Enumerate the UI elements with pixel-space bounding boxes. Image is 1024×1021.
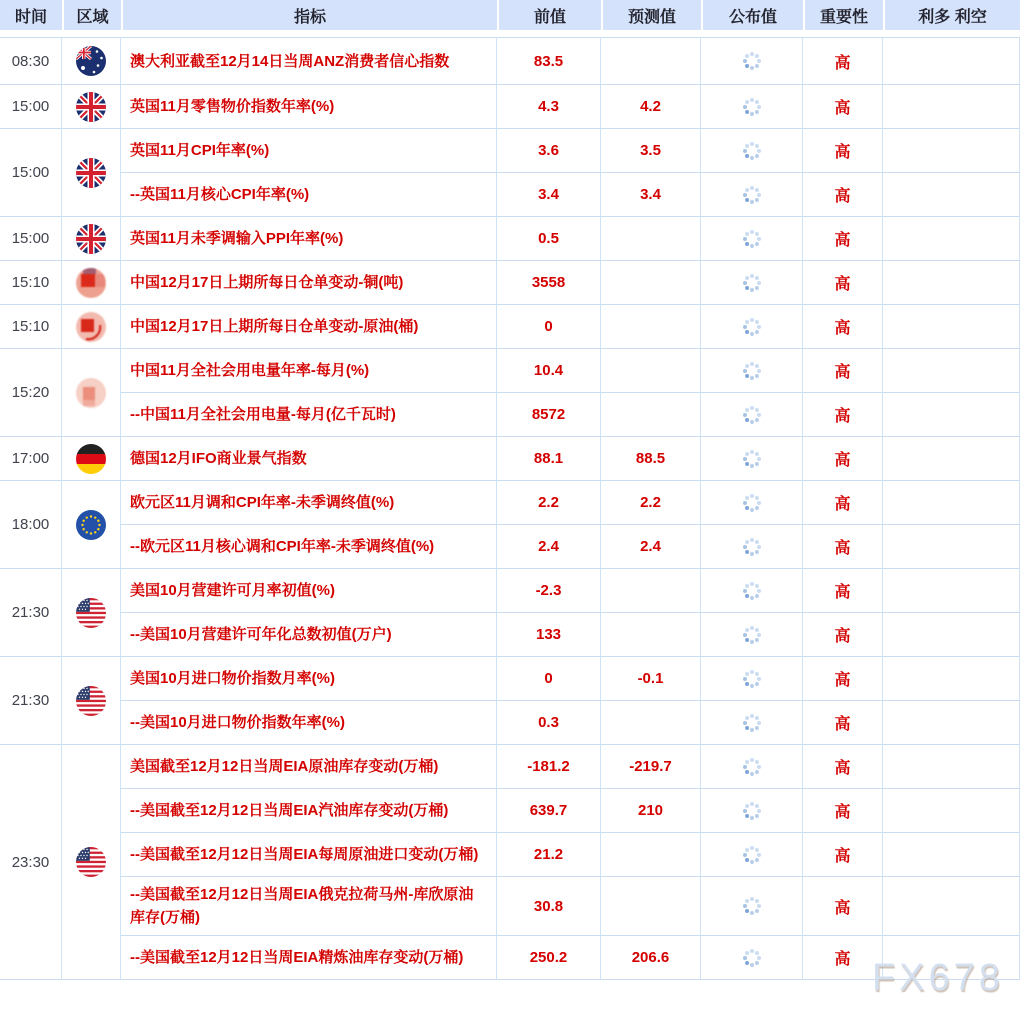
bull-bear-cell xyxy=(883,745,1020,789)
importance-cell xyxy=(803,393,883,437)
table-row xyxy=(0,525,1020,569)
importance-badge: 高 xyxy=(834,364,851,381)
published-value-cell xyxy=(701,936,803,980)
indicator-link[interactable]: 英国11月CPI年率(%) xyxy=(130,142,270,159)
bull-bear-cell xyxy=(883,613,1020,657)
indicator-cell xyxy=(121,173,497,217)
published-value-cell xyxy=(701,217,803,261)
fx678-watermark: FX678 xyxy=(872,957,1004,999)
indicator-cell xyxy=(121,657,497,701)
importance-badge: 高 xyxy=(834,452,851,469)
forecast-value-cell: 3.4 xyxy=(601,173,701,217)
indicator-cell xyxy=(121,37,497,85)
indicator-link[interactable]: 中国12月17日上期所每日仓单变动-铜(吨) xyxy=(130,274,404,291)
region-flag-cell xyxy=(62,261,121,305)
loading-spinner-icon xyxy=(741,96,763,118)
china-flag-blurred-c-icon xyxy=(76,378,106,408)
region-flag-cell xyxy=(62,437,121,481)
published-value-cell xyxy=(701,657,803,701)
importance-cell xyxy=(803,789,883,833)
importance-badge: 高 xyxy=(834,584,851,601)
indicator-cell xyxy=(121,437,497,481)
region-flag-cell xyxy=(62,37,121,85)
time-cell: 21:30 xyxy=(0,657,62,745)
loading-spinner-icon xyxy=(741,536,763,558)
indicator-link[interactable]: 中国11月全社会用电量年率-每月(%) xyxy=(130,362,370,379)
previous-value-cell: 2.2 xyxy=(497,481,601,525)
published-value-cell xyxy=(701,305,803,349)
time-cell: 15:10 xyxy=(0,305,62,349)
loading-spinner-icon xyxy=(741,50,763,72)
bull-bear-cell xyxy=(883,789,1020,833)
indicator-link[interactable]: 美国10月进口物价指数月率(%) xyxy=(130,670,336,687)
importance-badge: 高 xyxy=(834,408,851,425)
time-cell: 21:30 xyxy=(0,569,62,657)
column-header-time: 时间 xyxy=(0,0,62,37)
indicator-link[interactable]: 中国12月17日上期所每日仓单变动-原油(桶) xyxy=(130,318,419,335)
indicator-link[interactable]: 英国11月零售物价指数年率(%) xyxy=(130,98,335,115)
column-header-previous: 前值 xyxy=(497,0,601,37)
indicator-link[interactable]: --中国11月全社会用电量-每月(亿千瓦时) xyxy=(130,406,396,423)
importance-cell xyxy=(803,701,883,745)
published-value-cell xyxy=(701,349,803,393)
us-flag-icon xyxy=(76,847,106,877)
loading-spinner-icon xyxy=(741,947,763,969)
previous-value-cell: 88.1 xyxy=(497,437,601,481)
indicator-cell xyxy=(121,525,497,569)
indicator-cell xyxy=(121,129,497,173)
column-header-bull-bear: 利多 利空 xyxy=(883,0,1020,37)
indicator-link[interactable]: 英国11月未季调输入PPI年率(%) xyxy=(130,230,344,247)
indicator-cell xyxy=(121,833,497,877)
bull-bear-cell xyxy=(883,349,1020,393)
bull-bear-cell xyxy=(883,833,1020,877)
region-flag-cell xyxy=(62,569,121,657)
bull-bear-cell xyxy=(883,217,1020,261)
forecast-value-cell xyxy=(601,393,701,437)
previous-value-cell: -2.3 xyxy=(497,569,601,613)
importance-cell xyxy=(803,613,883,657)
loading-spinner-icon xyxy=(741,404,763,426)
previous-value-cell: 639.7 xyxy=(497,789,601,833)
table-row xyxy=(0,481,1020,525)
published-value-cell xyxy=(701,613,803,657)
china-flag-blurred-b-icon xyxy=(76,312,106,342)
indicator-link[interactable]: 德国12月IFO商业景气指数 xyxy=(130,450,307,467)
forecast-value-cell: 4.2 xyxy=(601,85,701,129)
loading-spinner-icon xyxy=(741,360,763,382)
indicator-cell xyxy=(121,393,497,437)
importance-badge: 高 xyxy=(834,540,851,557)
forecast-value-cell xyxy=(601,217,701,261)
bull-bear-cell xyxy=(883,481,1020,525)
published-value-cell xyxy=(701,261,803,305)
loading-spinner-icon xyxy=(741,140,763,162)
time-cell: 18:00 xyxy=(0,481,62,569)
previous-value-cell: 0 xyxy=(497,305,601,349)
importance-cell xyxy=(803,833,883,877)
bull-bear-cell xyxy=(883,129,1020,173)
table-row xyxy=(0,789,1020,833)
us-flag-icon xyxy=(76,598,106,628)
indicator-cell xyxy=(121,613,497,657)
previous-value-cell: 3558 xyxy=(497,261,601,305)
published-value-cell xyxy=(701,129,803,173)
bull-bear-cell xyxy=(883,393,1020,437)
uk-flag-icon xyxy=(76,224,106,254)
forecast-value-cell xyxy=(601,701,701,745)
table-row xyxy=(0,613,1020,657)
loading-spinner-icon xyxy=(741,580,763,602)
indicator-link[interactable]: 美国10月营建许可月率初值(%) xyxy=(130,582,336,599)
table-row xyxy=(0,129,1020,173)
bull-bear-cell xyxy=(883,85,1020,129)
importance-badge: 高 xyxy=(834,951,851,968)
importance-badge: 高 xyxy=(834,716,851,733)
bull-bear-cell xyxy=(883,569,1020,613)
previous-value-cell: 0 xyxy=(497,657,601,701)
indicator-link[interactable]: --美国截至12月12日当周EIA俄克拉荷马州-库欣原油库存(万桶) xyxy=(130,886,474,926)
indicator-link[interactable]: --美国10月进口物价指数年率(%) xyxy=(130,714,346,731)
importance-cell xyxy=(803,349,883,393)
importance-badge: 高 xyxy=(834,848,851,865)
published-value-cell xyxy=(701,877,803,936)
indicator-cell xyxy=(121,305,497,349)
bull-bear-cell xyxy=(883,525,1020,569)
time-cell: 15:00 xyxy=(0,217,62,261)
column-header-region: 区域 xyxy=(62,0,121,37)
importance-cell xyxy=(803,525,883,569)
time-cell: 08:30 xyxy=(0,37,62,85)
bull-bear-cell xyxy=(883,701,1020,745)
importance-badge: 高 xyxy=(834,760,851,777)
table-header-row xyxy=(0,0,1020,37)
loading-spinner-icon xyxy=(741,272,763,294)
previous-value-cell: 21.2 xyxy=(497,833,601,877)
loading-spinner-icon xyxy=(741,668,763,690)
importance-cell xyxy=(803,657,883,701)
table-row xyxy=(0,173,1020,217)
germany-flag-icon xyxy=(76,444,106,474)
importance-badge: 高 xyxy=(834,628,851,645)
region-flag-cell xyxy=(62,305,121,349)
table-row xyxy=(0,833,1020,877)
time-cell: 23:30 xyxy=(0,745,62,980)
importance-badge: 高 xyxy=(834,276,851,293)
forecast-value-cell: 210 xyxy=(601,789,701,833)
column-header-forecast: 预测值 xyxy=(601,0,701,37)
published-value-cell xyxy=(701,525,803,569)
indicator-link[interactable]: 美国截至12月12日当周EIA原油库存变动(万桶) xyxy=(130,758,439,775)
previous-value-cell: 133 xyxy=(497,613,601,657)
importance-cell xyxy=(803,745,883,789)
loading-spinner-icon xyxy=(741,316,763,338)
table-row xyxy=(0,701,1020,745)
published-value-cell xyxy=(701,745,803,789)
importance-badge: 高 xyxy=(834,672,851,689)
forecast-value-cell: 3.5 xyxy=(601,129,701,173)
forecast-value-cell xyxy=(601,833,701,877)
forecast-value-cell: -219.7 xyxy=(601,745,701,789)
indicator-cell xyxy=(121,745,497,789)
published-value-cell xyxy=(701,833,803,877)
importance-badge: 高 xyxy=(834,100,851,117)
forecast-value-cell xyxy=(601,305,701,349)
published-value-cell xyxy=(701,37,803,85)
china-flag-blurred-a-icon xyxy=(76,268,106,298)
region-flag-cell xyxy=(62,349,121,437)
importance-cell xyxy=(803,481,883,525)
loading-spinner-icon xyxy=(741,184,763,206)
us-flag-icon xyxy=(76,686,106,716)
importance-cell xyxy=(803,569,883,613)
previous-value-cell: 83.5 xyxy=(497,37,601,85)
importance-cell xyxy=(803,877,883,936)
indicator-link[interactable]: --美国10月营建许可年化总数初值(万户) xyxy=(130,626,392,643)
indicator-link[interactable]: --美国截至12月12日当周EIA汽油库存变动(万桶) xyxy=(130,802,449,819)
time-cell: 15:00 xyxy=(0,129,62,217)
indicator-cell xyxy=(121,936,497,980)
loading-spinner-icon xyxy=(741,492,763,514)
table-row xyxy=(0,305,1020,349)
importance-cell xyxy=(803,85,883,129)
indicator-cell xyxy=(121,701,497,745)
previous-value-cell: 0.5 xyxy=(497,217,601,261)
table-row xyxy=(0,37,1020,85)
loading-spinner-icon xyxy=(741,844,763,866)
previous-value-cell: 3.4 xyxy=(497,173,601,217)
importance-cell xyxy=(803,129,883,173)
previous-value-cell: 250.2 xyxy=(497,936,601,980)
column-header-indicator: 指标 xyxy=(121,0,497,37)
published-value-cell xyxy=(701,701,803,745)
calendar-table-body xyxy=(0,37,1020,980)
importance-cell xyxy=(803,173,883,217)
previous-value-cell: 4.3 xyxy=(497,85,601,129)
indicator-cell xyxy=(121,789,497,833)
table-row xyxy=(0,745,1020,789)
indicator-cell xyxy=(121,261,497,305)
table-row xyxy=(0,569,1020,613)
forecast-value-cell xyxy=(601,349,701,393)
region-flag-cell xyxy=(62,85,121,129)
region-flag-cell xyxy=(62,481,121,569)
previous-value-cell: 2.4 xyxy=(497,525,601,569)
previous-value-cell: -181.2 xyxy=(497,745,601,789)
indicator-link[interactable]: --美国截至12月12日当周EIA每周原油进口变动(万桶) xyxy=(130,846,479,863)
uk-flag-icon xyxy=(76,92,106,122)
importance-cell xyxy=(803,261,883,305)
indicator-cell xyxy=(121,85,497,129)
loading-spinner-icon xyxy=(741,228,763,250)
loading-spinner-icon xyxy=(741,895,763,917)
indicator-link[interactable]: --美国截至12月12日当周EIA精炼油库存变动(万桶) xyxy=(130,949,464,966)
table-row xyxy=(0,437,1020,481)
indicator-cell xyxy=(121,349,497,393)
loading-spinner-icon xyxy=(741,624,763,646)
table-row xyxy=(0,261,1020,305)
region-flag-cell xyxy=(62,217,121,261)
importance-badge: 高 xyxy=(834,232,851,249)
indicator-link[interactable]: --欧元区11月核心调和CPI年率-未季调终值(%) xyxy=(130,538,435,555)
importance-cell xyxy=(803,37,883,85)
forecast-value-cell: -0.1 xyxy=(601,657,701,701)
time-cell: 15:10 xyxy=(0,261,62,305)
table-row xyxy=(0,85,1020,129)
region-flag-cell xyxy=(62,745,121,980)
published-value-cell xyxy=(701,789,803,833)
table-row xyxy=(0,657,1020,701)
region-flag-cell xyxy=(62,657,121,745)
importance-cell xyxy=(803,936,883,980)
indicator-cell xyxy=(121,877,497,936)
bull-bear-cell xyxy=(883,173,1020,217)
bull-bear-cell xyxy=(883,437,1020,481)
australia-flag-icon xyxy=(76,46,106,76)
bull-bear-cell xyxy=(883,261,1020,305)
importance-cell xyxy=(803,437,883,481)
importance-badge: 高 xyxy=(834,54,851,72)
indicator-cell xyxy=(121,481,497,525)
uk-flag-icon xyxy=(76,158,106,188)
forecast-value-cell: 2.4 xyxy=(601,525,701,569)
loading-spinner-icon xyxy=(741,448,763,470)
forecast-value-cell xyxy=(601,613,701,657)
importance-badge: 高 xyxy=(834,804,851,821)
time-cell: 17:00 xyxy=(0,437,62,481)
indicator-link[interactable]: --英国11月核心CPI年率(%) xyxy=(130,186,310,203)
previous-value-cell: 10.4 xyxy=(497,349,601,393)
forecast-value-cell: 88.5 xyxy=(601,437,701,481)
time-cell: 15:20 xyxy=(0,349,62,437)
importance-badge: 高 xyxy=(834,899,851,917)
bull-bear-cell xyxy=(883,37,1020,85)
forecast-value-cell xyxy=(601,261,701,305)
published-value-cell xyxy=(701,393,803,437)
eu-flag-icon xyxy=(76,510,106,540)
table-row xyxy=(0,936,1020,980)
forecast-value-cell xyxy=(601,37,701,85)
indicator-cell xyxy=(121,217,497,261)
previous-value-cell: 0.3 xyxy=(497,701,601,745)
importance-badge: 高 xyxy=(834,188,851,205)
indicator-cell xyxy=(121,569,497,613)
region-flag-cell xyxy=(62,129,121,217)
indicator-link[interactable]: 澳大利亚截至12月14日当周ANZ消费者信心指数 xyxy=(130,52,450,70)
loading-spinner-icon xyxy=(741,756,763,778)
forecast-value-cell xyxy=(601,569,701,613)
importance-cell xyxy=(803,217,883,261)
bull-bear-cell xyxy=(883,877,1020,936)
previous-value-cell: 30.8 xyxy=(497,877,601,936)
indicator-link[interactable]: 欧元区11月调和CPI年率-未季调终值(%) xyxy=(130,494,395,511)
published-value-cell xyxy=(701,437,803,481)
published-value-cell xyxy=(701,85,803,129)
importance-badge: 高 xyxy=(834,144,851,161)
published-value-cell xyxy=(701,569,803,613)
importance-badge: 高 xyxy=(834,496,851,513)
table-row xyxy=(0,393,1020,437)
published-value-cell xyxy=(701,481,803,525)
previous-value-cell: 3.6 xyxy=(497,129,601,173)
loading-spinner-icon xyxy=(741,800,763,822)
table-row xyxy=(0,877,1020,936)
forecast-value-cell xyxy=(601,877,701,936)
table-row xyxy=(0,217,1020,261)
time-cell: 15:00 xyxy=(0,85,62,129)
table-row xyxy=(0,349,1020,393)
loading-spinner-icon xyxy=(741,712,763,734)
forecast-value-cell: 206.6 xyxy=(601,936,701,980)
published-value-cell xyxy=(701,173,803,217)
column-header-importance: 重要性 xyxy=(803,0,883,37)
column-header-published: 公布值 xyxy=(701,0,803,37)
previous-value-cell: 8572 xyxy=(497,393,601,437)
bull-bear-cell xyxy=(883,657,1020,701)
bull-bear-cell xyxy=(883,305,1020,349)
importance-badge: 高 xyxy=(834,320,851,337)
importance-cell xyxy=(803,305,883,349)
forecast-value-cell: 2.2 xyxy=(601,481,701,525)
